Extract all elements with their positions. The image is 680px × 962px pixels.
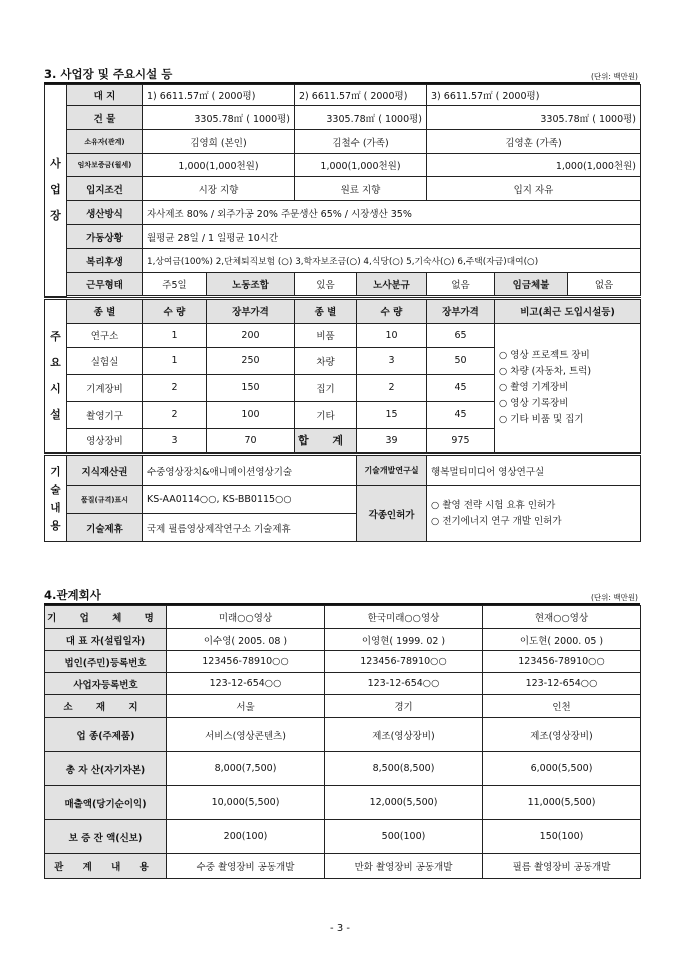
fac-type: 기계장비 <box>67 374 143 401</box>
building-label: 건 물 <box>67 106 143 130</box>
aff-value: 500(100) <box>325 820 483 854</box>
aff-value: 11,000(5,500) <box>483 786 641 820</box>
remark-item: ○ 영상 기록장비 <box>499 397 569 409</box>
lab-value: 행복멀티미디어 영상연구실 <box>427 455 641 486</box>
building-3: 3305.78㎡ ( 1000평) <box>427 106 641 130</box>
aff-value: 만화 촬영장비 공동개발 <box>325 854 483 879</box>
page-number: - 3 - <box>330 923 350 934</box>
tech-side-label: 기 술 내 용 <box>45 455 67 542</box>
section-4 <box>44 587 640 879</box>
location-3: 입지 자유 <box>427 177 641 201</box>
aff-value: 이수영( 2005. 08 ) <box>167 629 325 651</box>
aff-value: 10,000(5,500) <box>167 786 325 820</box>
permit-values <box>427 486 641 542</box>
fac-header-price-a: 장부가격 <box>207 298 295 323</box>
remark-item: ○ 촬영 기계장비 <box>499 381 569 393</box>
fac-header-type-a: 종 별 <box>67 298 143 323</box>
fac-remarks <box>495 323 641 452</box>
table-row <box>45 854 641 879</box>
aff-value: 123-12-654○○ <box>483 673 641 695</box>
aff-label: 총 자 산(자기자본) <box>45 752 167 786</box>
table-row <box>45 323 641 347</box>
fac-header-qty-b: 수 량 <box>357 298 427 323</box>
fac-price: 200 <box>207 323 295 347</box>
fac-price: 250 <box>207 347 295 374</box>
fac-price: 150 <box>207 374 295 401</box>
aff-value: 경기 <box>325 695 483 718</box>
deposit-2: 1,000(1,000천원) <box>295 154 427 177</box>
fac-price: 45 <box>427 401 495 428</box>
aff-label: 보 증 잔 액(신보) <box>45 820 167 854</box>
fac-total-label: 합 계 <box>295 428 357 452</box>
fac-qty: 3 <box>357 347 427 374</box>
fac-total-qty: 39 <box>357 428 427 452</box>
aff-value: 123456-78910○○ <box>325 651 483 673</box>
work-type-value: 주5일 <box>143 273 207 296</box>
location-label: 입지조건 <box>67 177 143 201</box>
fac-header-qty-a: 수 량 <box>143 298 207 323</box>
fac-price: 70 <box>207 428 295 452</box>
fac-type: 촬영기구 <box>67 401 143 428</box>
production-label: 생산방식 <box>67 201 143 225</box>
land-1: 1) 6611.57㎡ ( 2000평) <box>143 85 295 106</box>
remark-item: ○ 차량 (자동차, 트럭) <box>499 365 592 377</box>
table-row <box>45 786 641 820</box>
aff-label: 소 재 지 <box>45 695 167 718</box>
fac-type: 실험실 <box>67 347 143 374</box>
wage-value: 없음 <box>594 280 614 291</box>
aff-value: 150(100) <box>483 820 641 854</box>
aff-value: 123456-78910○○ <box>483 651 641 673</box>
operation-value: 월평균 28일 / 1 일평균 10시간 <box>143 225 641 249</box>
table-row <box>45 629 641 651</box>
aff-value: 123-12-654○○ <box>167 673 325 695</box>
fac-qty: 10 <box>357 323 427 347</box>
fac-price: 100 <box>207 401 295 428</box>
aff-value: 서울 <box>167 695 325 718</box>
aff-value: 미래○○영상 <box>167 606 325 629</box>
section-4-title: 4.관계회사 <box>44 588 101 602</box>
fac-qty: 1 <box>143 323 207 347</box>
aff-value: 8,500(8,500) <box>325 752 483 786</box>
aff-label: 기 업 체 명 <box>45 606 167 629</box>
union-value: 있음 <box>295 273 357 296</box>
land-3: 3) 6611.57㎡ ( 2000평) <box>427 85 641 106</box>
fac-price: 45 <box>427 374 495 401</box>
owner-2: 김철수 (가족) <box>295 130 427 154</box>
owner-1: 김영희 (본인) <box>143 130 295 154</box>
fac-type: 차량 <box>295 347 357 374</box>
production-value: 자사제조 80% / 외주가공 20% 주문생산 65% / 시장생산 35% <box>143 201 641 225</box>
aff-label: 사업자등록번호 <box>45 673 167 695</box>
aff-value: 제조(영상장비) <box>325 718 483 752</box>
building-2: 3305.78㎡ ( 1000평) <box>295 106 427 130</box>
fac-type: 연구소 <box>67 323 143 347</box>
fac-qty: 3 <box>143 428 207 452</box>
collab-value: 국제 필름영상제작연구소 기술제휴 <box>143 514 357 542</box>
fac-type: 비품 <box>295 323 357 347</box>
owner-label: 소유자(관계) <box>67 130 143 154</box>
fac-qty: 2 <box>357 374 427 401</box>
fac-qty: 1 <box>143 347 207 374</box>
deposit-3: 1,000(1,000천원) <box>427 154 641 177</box>
fac-qty: 2 <box>143 374 207 401</box>
business-site-side-label: 사 업 장 <box>45 85 67 297</box>
fac-price: 50 <box>427 347 495 374</box>
lab-label: 기술개발연구실 <box>357 455 427 486</box>
std-value: KS-AA0114○○, KS-BB0115○○ <box>143 486 357 514</box>
deposit-label: 임차보증금(월세) <box>67 154 143 177</box>
operation-label: 가동상황 <box>67 225 143 249</box>
aff-value: 현재○○영상 <box>483 606 641 629</box>
table-row <box>45 752 641 786</box>
aff-value: 이영현( 1999. 02 ) <box>325 629 483 651</box>
welfare-value: 1,상여금(100%) 2,단체퇴직보험 (○) 3,학자보조금(○) 4,식당(○) 5,기숙사(○) 6,주택(자금)대여(○) <box>143 249 641 273</box>
std-label: 품질(규격)표시 <box>67 486 143 514</box>
table-row <box>45 820 641 854</box>
section-3 <box>44 66 640 542</box>
aff-label: 법인(주민)등록번호 <box>45 651 167 673</box>
aff-value: 8,000(7,500) <box>167 752 325 786</box>
facilities-side-label: 주 요 시 설 <box>45 298 67 453</box>
section-4-unit: (단위: 백만원) <box>591 593 638 602</box>
table-row <box>45 695 641 718</box>
ip-value: 수중영상장치&애니메이션영상기술 <box>143 455 357 486</box>
aff-value: 123456-78910○○ <box>167 651 325 673</box>
welfare-label: 복리후생 <box>67 249 143 273</box>
fac-header-remarks: 비고(최근 도입시설등) <box>495 298 641 323</box>
business-site-table <box>44 84 641 297</box>
permit-item: ○ 촬영 전략 시험 요휴 인허가 <box>431 499 556 511</box>
location-1: 시장 지향 <box>143 177 295 201</box>
fac-header-price-b: 장부가격 <box>427 298 495 323</box>
table-row <box>45 651 641 673</box>
dispute-label: 노사분규 <box>357 273 427 296</box>
wage-cell <box>495 273 641 296</box>
fac-type: 집기 <box>295 374 357 401</box>
wage-label: 임금체불 <box>495 273 568 295</box>
table-row <box>45 606 641 629</box>
fac-type: 기타 <box>295 401 357 428</box>
affiliates-table <box>44 605 641 879</box>
land-2: 2) 6611.57㎡ ( 2000평) <box>295 85 427 106</box>
technology-table <box>44 453 641 542</box>
collab-label: 기술제휴 <box>67 514 143 542</box>
fac-type: 영상장비 <box>67 428 143 452</box>
table-row <box>45 673 641 695</box>
remark-item: ○ 영상 프로젝트 장비 <box>499 349 590 361</box>
aff-label: 매출액(당기순이익) <box>45 786 167 820</box>
aff-value: 12,000(5,500) <box>325 786 483 820</box>
aff-value: 6,000(5,500) <box>483 752 641 786</box>
fac-header-type-b: 종 별 <box>295 298 357 323</box>
permit-label: 각종인허가 <box>357 486 427 542</box>
fac-qty: 15 <box>357 401 427 428</box>
aff-value: 제조(영상장비) <box>483 718 641 752</box>
aff-label: 업 종(주제품) <box>45 718 167 752</box>
aff-label: 관 계 내 용 <box>45 854 167 879</box>
land-label: 대 지 <box>67 85 143 106</box>
aff-value: 123-12-654○○ <box>325 673 483 695</box>
aff-label: 대 표 자(설립일자) <box>45 629 167 651</box>
aff-value: 필름 촬영장비 공동개발 <box>483 854 641 879</box>
aff-value: 이도현( 2000. 05 ) <box>483 629 641 651</box>
owner-3: 김영훈 (가족) <box>427 130 641 154</box>
facilities-table <box>44 297 641 454</box>
fac-qty: 2 <box>143 401 207 428</box>
table-row <box>45 718 641 752</box>
aff-value: 200(100) <box>167 820 325 854</box>
section-3-title: 3. 사업장 및 주요시설 등 <box>44 67 173 81</box>
ip-label: 지식재산권 <box>67 455 143 486</box>
dispute-value: 없음 <box>427 273 495 296</box>
aff-value: 인천 <box>483 695 641 718</box>
work-type-label: 근무형태 <box>67 273 143 296</box>
aff-value: 한국미래○○영상 <box>325 606 483 629</box>
aff-value: 서비스(영상콘텐츠) <box>167 718 325 752</box>
remark-item: ○ 기타 비품 및 집기 <box>499 413 584 425</box>
building-1: 3305.78㎡ ( 1000평) <box>143 106 295 130</box>
deposit-1: 1,000(1,000천원) <box>143 154 295 177</box>
fac-price: 65 <box>427 323 495 347</box>
permit-item: ○ 전기에너지 연구 개발 인허가 <box>431 515 562 527</box>
fac-total-price: 975 <box>427 428 495 452</box>
section-3-unit: (단위: 백만원) <box>591 72 638 81</box>
union-label: 노동조합 <box>207 273 295 296</box>
location-2: 원료 지향 <box>295 177 427 201</box>
aff-value: 수중 촬영장비 공동개발 <box>167 854 325 879</box>
